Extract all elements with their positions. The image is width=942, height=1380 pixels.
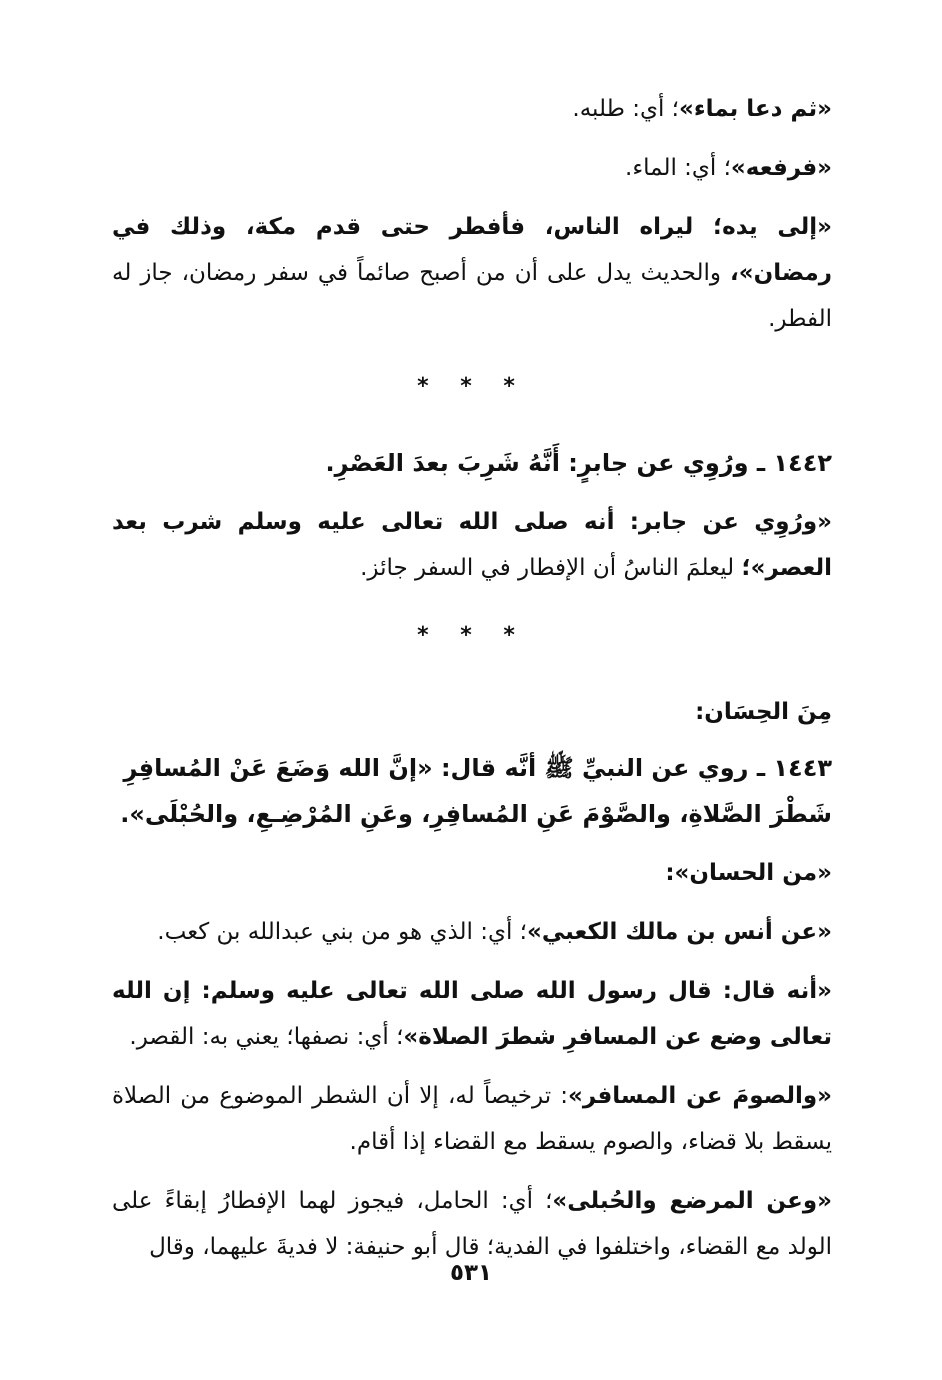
hadith-1442: ١٤٤٢ ـ ورُوِي عن جابرٍ: أَنَّهُ شَرِبَ بعدَ العَصْرِ. — [325, 449, 832, 477]
quoted-text: «أنه قال: قال رسول الله صلى الله تعالى عليه وسلم: إن الله تعالى وضع عن المسافرِ شطرَ الصلاة» — [112, 978, 832, 1050]
page-body — [112, 86, 832, 1283]
quoted-text: «والصومَ عن المسافر» — [568, 1083, 832, 1109]
commentary-text: ؛ أي: الماء. — [625, 155, 731, 181]
paragraph — [112, 499, 832, 591]
commentary-text: ؛ أي: الحامل، فيجوز لهما الإفطارُ إبقاءً على الولد مع القضاء، واختلفوا في الفدية؛ قال أبو حنيفة: لا فديةَ عليهما، وقال — [112, 1188, 832, 1260]
paragraph — [112, 145, 832, 191]
paragraph — [112, 968, 832, 1060]
section-separator: * * * — [417, 374, 527, 399]
commentary-text: ؛ أي: نصفها؛ يعني به: القصر. — [129, 1024, 404, 1050]
paragraph — [112, 909, 832, 955]
paragraph — [112, 86, 832, 132]
paragraph — [112, 1178, 832, 1270]
paragraph — [112, 204, 832, 342]
quoted-text: «ورُوِي عن جابر: أنه صلى الله تعالى عليه وسلم شرب بعد العصر»؛ — [112, 509, 832, 581]
commentary-text: ليعلمَ الناسُ أن الإفطار في السفر جائز. — [360, 555, 742, 581]
section-heading: مِنَ الحِسَان: — [695, 699, 832, 725]
page-number: ٥٣١ — [449, 1260, 493, 1286]
commentary-text: والحديث يدل على أن من أصبح صائماً في سفر رمضان، جاز له الفطر. — [112, 260, 832, 332]
quoted-text: «من الحسان»: — [665, 860, 832, 886]
quoted-text: «وعن المرضع والحُبلى» — [552, 1188, 832, 1214]
section-separator: * * * — [417, 623, 527, 648]
paragraph — [112, 1073, 832, 1165]
quoted-text: «عن أنس بن مالك الكعبي» — [527, 919, 832, 945]
commentary-text: : ترخيصاً له، إلا أن الشطر الموضوع من الصلاة يسقط بلا قضاء، والصوم يسقط مع القضاء إذا أقام. — [112, 1083, 832, 1155]
paragraph — [112, 850, 832, 896]
quoted-text: «إلى يده؛ ليراه الناس، فأفطر حتى قدم مكة، وذلك في رمضان»، — [112, 214, 832, 286]
hadith-1443: ١٤٤٣ ـ روي عن النبيِّ ﷺ أنَّه قال: «إنَّ الله وَضَعَ عَنْ المُسافِرِ شَطْرَ الصَّلاةِ، والصَّوْمَ عَنِ المُسافِرِ، وعَنِ المُرْضِـعِ، والحُبْلَى». — [120, 754, 832, 828]
quoted-text: «ثم دعا بماء» — [678, 96, 832, 122]
quoted-text: «فرفعه» — [730, 155, 832, 181]
commentary-text: ؛ أي: الذي هو من بني عبدالله بن كعب. — [157, 919, 527, 945]
commentary-text: ؛ أي: طلبه. — [572, 96, 679, 122]
